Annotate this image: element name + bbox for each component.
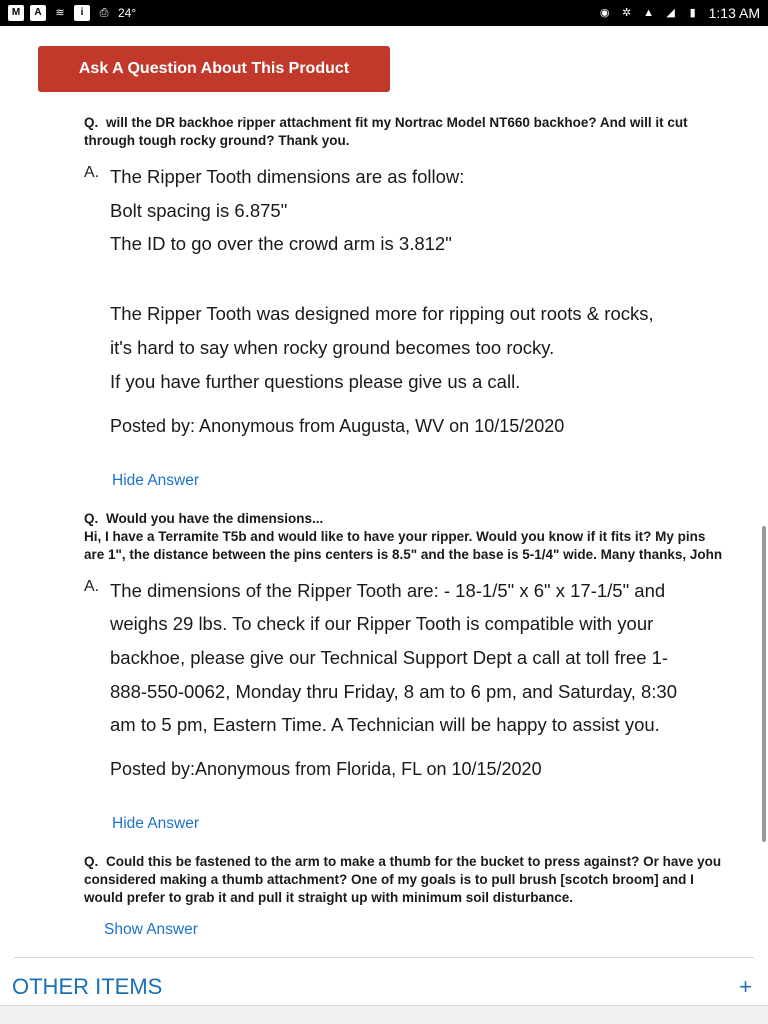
- status-bar-left: [8, 5, 136, 21]
- answer-line: it's hard to say when rocky ground becomes too rocky.: [110, 336, 555, 358]
- question-label: Q.: [84, 510, 99, 526]
- bottom-strip: [0, 1006, 768, 1024]
- other-items-section[interactable]: [0, 958, 768, 1000]
- answer-toggle-wrap: [84, 907, 728, 939]
- plus-icon[interactable]: +: [739, 973, 752, 999]
- status-bar-right: [597, 5, 760, 21]
- qa-item-2: [22, 510, 746, 833]
- answer-line: am to 5 pm, Eastern Time. A Technician will be happy to assist you.: [110, 714, 660, 736]
- answer-label: A.: [84, 163, 100, 181]
- question-line: [84, 114, 728, 150]
- question-label: Q.: [84, 854, 99, 870]
- answer-block: [84, 574, 728, 833]
- show-answer-link[interactable]: Show Answer: [104, 920, 198, 938]
- answer-line: 888-550-0062, Monday thru Friday, 8 am to 6 pm, and Saturday, 8:30: [110, 680, 677, 702]
- answer-line: The ID to go over the crowd arm is 3.812": [110, 233, 452, 255]
- app-icon-2: A: [30, 5, 46, 21]
- status-bar: [0, 0, 768, 26]
- question-text: will the DR backhoe ripper attachment fit my Nortrac Model NT660 backhoe? And will it cut through tough rocky ground? Thank you.: [84, 115, 688, 148]
- page-left-edge: [0, 26, 2, 1024]
- info-icon: i: [74, 5, 90, 21]
- posted-by-text: Posted by: Anonymous from Augusta, WV on 10/15/2020: [110, 415, 565, 436]
- question-line: [84, 510, 728, 528]
- answer-body: [110, 574, 728, 833]
- qa-item-3: [22, 853, 746, 939]
- answer-line: If you have further questions please give us a call.: [110, 370, 521, 392]
- other-items-title: OTHER ITEMS: [12, 973, 163, 999]
- posted-by-text: Posted by:Anonymous from Florida, FL on 10/15/2020: [110, 759, 542, 780]
- answer-line: The Ripper Tooth dimensions are as follow:: [110, 165, 465, 187]
- question-label: Q.: [84, 115, 99, 130]
- cell-signal-icon: ◢: [666, 6, 675, 19]
- clock-label: 1:13 AM: [708, 5, 760, 21]
- bluetooth-icon: ✲: [622, 6, 632, 19]
- spacer: [22, 490, 746, 510]
- answer-line: backhoe, please give our Technical Support Dept a call at toll free 1-: [110, 647, 669, 669]
- question-detail-text: Hi, I have a Terramite T5b and would like to have your ripper. Would you know if it fits it? My pins are 1", the distance between the pins centers is 8.5" and the base is 5-1/4" wide. Many thanks, John: [84, 528, 723, 562]
- answer-label: A.: [84, 577, 100, 595]
- signal-waves-icon: ≋: [55, 6, 65, 19]
- question-line: [84, 853, 728, 907]
- answer-line: The dimensions of the Ripper Tooth are: - 18-1/5" x 6" x 17-1/5" and: [110, 579, 666, 601]
- spacer: [22, 833, 746, 853]
- hide-answer-link[interactable]: Hide Answer: [112, 815, 200, 833]
- qa-item-1: [22, 114, 746, 490]
- answer-line: The Ripper Tooth was designed more for ripping out roots & rocks,: [110, 302, 654, 324]
- answer-block: [84, 160, 728, 490]
- question-text: Could this be fastened to the arm to make a thumb for the bucket to press against? Or have you considered making a thumb attachment? One of my goals is to pull brush [scotch broom] and I would prefer to grab it and pull it straight up with minimum soil disturbance.: [84, 854, 722, 906]
- printer-icon: ⎙: [99, 6, 109, 19]
- hide-answer-link[interactable]: Hide Answer: [112, 471, 200, 489]
- qa-section: [0, 26, 768, 939]
- answer-line: weighs 29 lbs. To check if our Ripper Tooth is compatible with your: [110, 613, 654, 635]
- question-text: Would you have the dimensions...: [106, 510, 324, 526]
- app-icon-1: M: [8, 5, 24, 21]
- location-icon: ◉: [599, 6, 610, 19]
- ask-a-question-button[interactable]: Ask A Question About This Product: [38, 46, 390, 92]
- spacer: [22, 92, 746, 114]
- ask-button-wrap: [22, 26, 746, 92]
- answer-body: [110, 160, 728, 490]
- scrollbar[interactable]: [762, 526, 766, 842]
- temperature-label: 24°: [118, 6, 137, 20]
- page-body: [0, 26, 768, 1024]
- answer-line: Bolt spacing is 6.875": [110, 199, 288, 221]
- spacer: [110, 261, 728, 297]
- wifi-icon: ▲: [643, 6, 655, 19]
- battery-icon: ▮: [689, 6, 696, 19]
